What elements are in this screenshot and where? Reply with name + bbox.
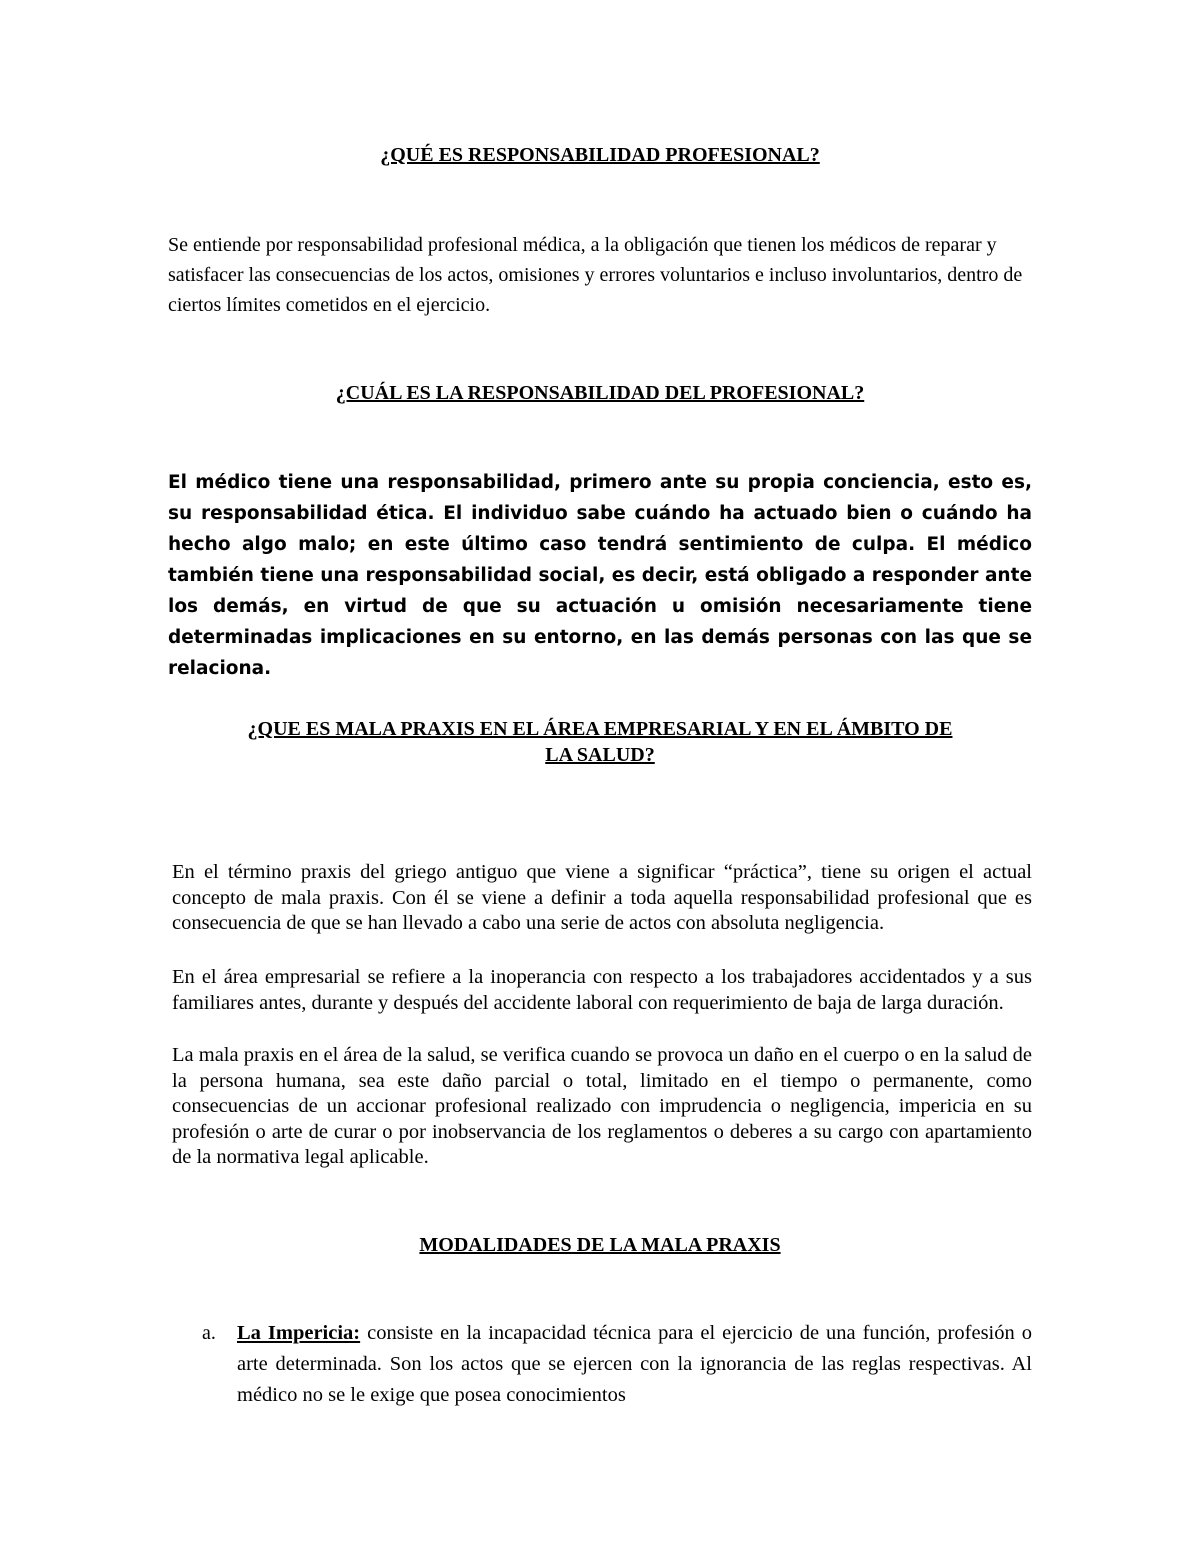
heading-mala-praxis-line-1: ¿QUE ES MALA PRAXIS EN EL ÁREA EMPRESARIAL Y EN EL ÁMBITO DE	[247, 718, 953, 740]
paragraph-area-empresarial: En el área empresarial se refiere a la inoperancia con respecto a los trabajadores accidentados y a sus familiares antes, durante y después del accidente laboral con requerimiento de baja de larga duración.	[172, 966, 1032, 1014]
impericia-definition: consiste en la incapacidad técnica para el ejercicio de una función, profesión o arte determinada. Son los actos que se ejercen con la ignorancia de las reglas respectivas. Al médico no se le exige que posea conocimientos	[237, 1322, 1032, 1406]
heading-mala-praxis-line-2: LA SALUD?	[545, 744, 655, 766]
paragraph-area-salud: La mala praxis en el área de la salud, se verifica cuando se provoca un daño en el cuerpo o en la salud de la persona humana, sea este daño parcial o total, limitado en el tiempo o permanente, como consecuencias de un accionar profesional realizado con imprudencia o negligencia, impericia en su profesión o arte de curar o por inobservancia de los reglamentos o deberes a su cargo con apartamiento de la normativa legal aplicable.	[172, 1044, 1032, 1168]
list-item-impericia	[237, 1318, 1032, 1411]
paragraph-praxis-origen: En el término praxis del griego antiguo que viene a significar “práctica”, tiene su origen el actual concepto de mala praxis. Con él se viene a definir a toda aquella responsabilidad profesional que es consecuencia de que se han llevado a cabo una serie de actos con absoluta negligencia.	[172, 861, 1032, 934]
list-item-marker: a.	[202, 1322, 216, 1344]
heading-modalidades-mala-praxis: MODALIDADES DE LA MALA PRAXIS	[419, 1234, 781, 1256]
heading-cual-es-la-responsabilidad: ¿CUÁL ES LA RESPONSABILIDAD DEL PROFESIONAL?	[335, 382, 865, 404]
heading-mala-praxis	[168, 716, 1032, 768]
paragraph-responsabilidad-del-medico: El médico tiene una responsabilidad, primero ante su propia conciencia, esto es, su responsabilidad ética. El individuo sabe cuándo ha actuado bien o cuándo ha hecho algo malo; en este último caso tendrá sentimiento de culpa. El médico también tiene una responsabilidad social, es decir, está obligado a responder ante los demás, en virtud de que su actuación u omisión necesariamente tiene determinadas implicaciones en su entorno, en las demás personas con las que se relaciona.	[168, 472, 1032, 679]
paragraph-responsabilidad-profesional: Se entiende por responsabilidad profesional médica, a la obligación que tienen los médicos de reparar y satisfacer las consecuencias de los actos, omisiones y errores voluntarios e incluso involuntarios, dentro de ciertos límites cometidos en el ejercicio.	[168, 234, 1023, 316]
heading-que-es-responsabilidad-profesional: ¿QUÉ ES RESPONSABILIDAD PROFESIONAL?	[380, 144, 820, 166]
term-impericia: La Impericia:	[237, 1322, 361, 1344]
